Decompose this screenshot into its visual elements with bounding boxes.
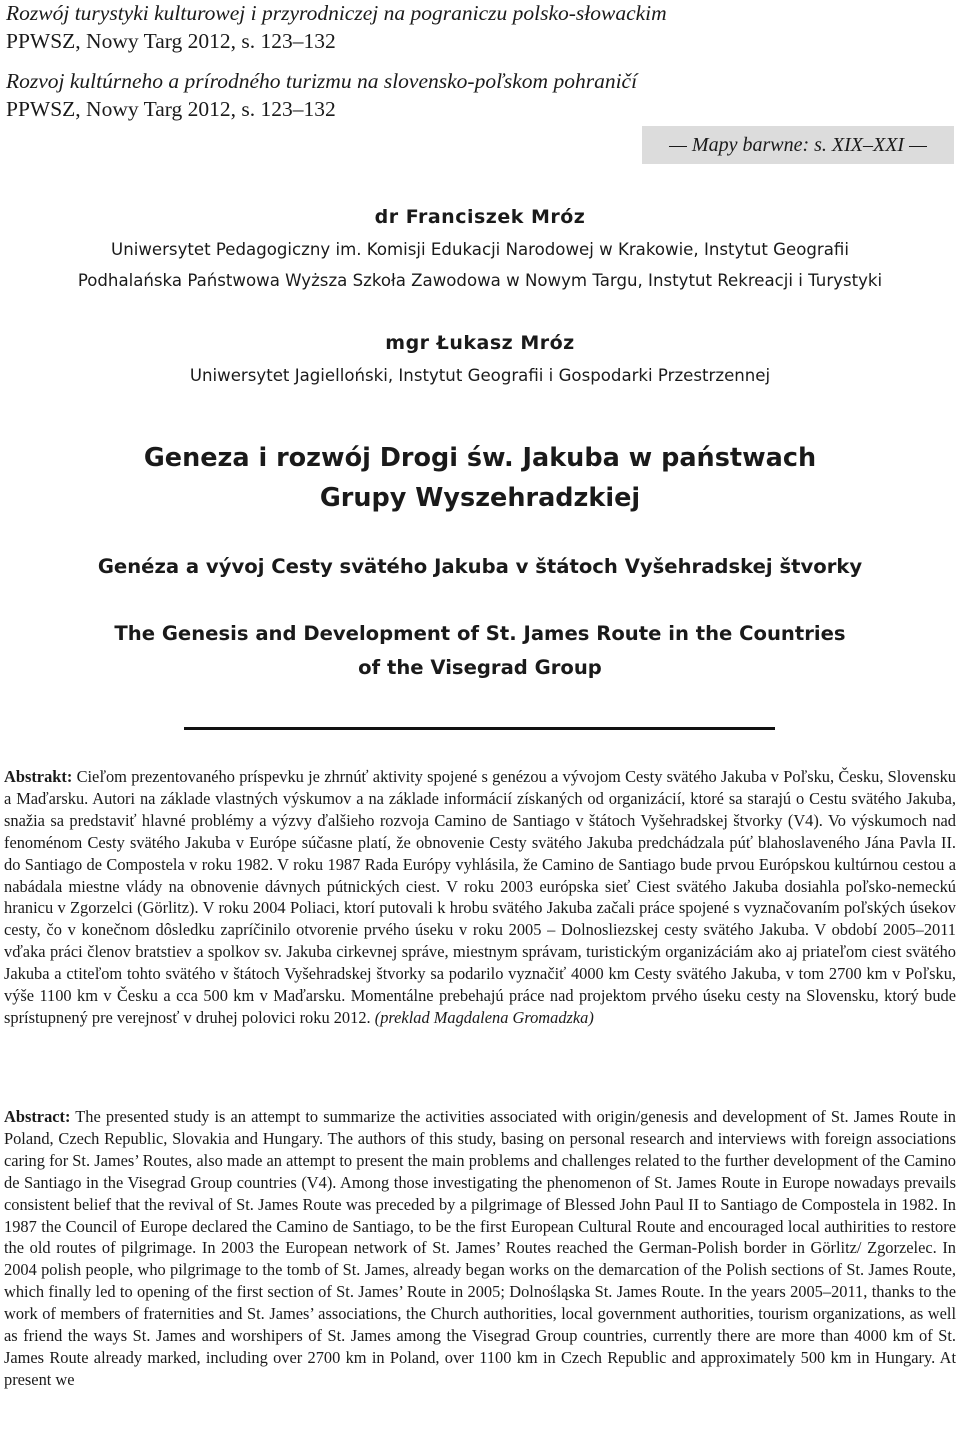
author-affiliation: Uniwersytet Pedagogiczny im. Komisji Edukacji Narodowej w Krakowie, Instytut Geografii	[111, 240, 849, 259]
color-maps-note: — Mapy barwne: s. XIX–XXI —	[642, 126, 954, 164]
article-title-en: of the Visegrad Group	[358, 656, 602, 679]
article-title: Grupy Wyszehradzkiej	[319, 483, 641, 513]
abstract-sk-label: Abstrakt:	[4, 767, 73, 786]
author-affiliation: Podhalańska Państwowa Wyższa Szkoła Zawodowa w Nowym Targu, Instytut Rekreacji i Turystyki	[77, 271, 883, 290]
abstract-sk	[4, 766, 956, 1029]
author-name: mgr Łukasz Mróz	[385, 332, 575, 354]
title-divider	[184, 727, 775, 730]
abstract-en-label: Abstract:	[4, 1107, 71, 1126]
article-title-en: The Genesis and Development of St. James Route in the Countries	[114, 622, 846, 645]
publication-info: PPWSZ, Nowy Targ 2012, s. 123–132	[6, 29, 336, 53]
series-title-sk: Rozvoj kultúrneho a prírodného turizmu na slovensko-poľskom pohraničí	[6, 69, 638, 93]
abstract-sk-translator: (preklad Magdalena Gromadzka)	[374, 1007, 594, 1027]
abstract-sk-text: Cieľom prezentovaného príspevku je zhrnúť aktivity spojené s genézou a vývojom Cesty svätého Jakuba v Poľsku, Česku, Slovensku a Maďarsku. Autori na základe vlastných výskumov a na základe informácií získaných od organizácií, ktoré sa starajú o Cestu svätého Jakuba, snažia sa predstaviť hlavné problémy a výzvy ďalšieho rozvoja Camino de Santiago v štátoch Vyšehradskej štvorky (V4). Vo výskumoch nad fenoménom Cesty svätého Jakuba v Európe súčasne platí, že obnovenie Cesty svätého Jakuba predchádzala púť blahoslaveného Jána Pavla II. do Santiago de Compostela v roku 1982. V roku 1987 Rada Európy vyhlásila, že Camino de Santiago bude prvou Európskou kultúrnou cestou a nabádala miestne vlády na obnovenie dávnych pútnických ciest. V roku 2003 európska sieť Ciest svätého Jakuba dosiahla poľsko-nemeckú hranicu v Zgorzelci (Görlitz). V roku 2004 Poliaci, ktorí putovali k hrobu svätého Jakuba začali práce spojené s vyznačovaním poľských úsekov cesty, čo v konečnom dôsledku zapríčinilo otvorenie prvého úseku v roku 2005 – Dolnosliezskej cesty svätého Jakuba. V období 2005–2011 vďaka práci členov bratstiev a spolkov sv. Jakuba cirkevnej správe, miestnym správam, turistickým organizáciám ako aj priateľom ciest svätého Jakuba a ctiteľom tohto svätého v štátoch Vyšehradskej štvorky sa podarilo vyznačiť 4000 km Cesty svätého Jakuba, v tom 2700 km v Poľsku, výše 1100 km v Česku a cca 500 km v Maďarsku. Momentálne prebehajú práce nad projektom prvého úseku cesty na Slovensku, ktorý bude sprístupnený pre verejnosť v druhej polovici roku 2012.	[4, 767, 956, 1027]
article-title: Geneza i rozwój Drogi św. Jakuba w państwach	[143, 443, 817, 473]
abstract-en	[4, 1106, 956, 1391]
author-name: dr Franciszek Mróz	[374, 206, 586, 228]
publication-info-sk: PPWSZ, Nowy Targ 2012, s. 123–132	[6, 97, 336, 121]
abstract-en-text: The presented study is an attempt to summarize the activities associated with origin/genesis and development of St. James Route in Poland, Czech Republic, Slovakia and Hungary. The authors of this study, basing on personal research and interviews with foreign associations caring for St. James’ Routes, also made an attempt to present the main problems and challenges related to the further development of the Camino de Santiago in the Visegrad Group countries (V4). Among those investigating the phenomenon of St. James Route in Europe nowadays prevails consistent belief that the revival of St. James Route was preceded by a pilgrimage of Blessed John Paul II to Santiago de Compostela in 1982. In 1987 the Council of Europe declared the Camino de Santiago, to be the first European Cultural Route and encouraged local authirities to restore the old routes of pilgrimage. In 2003 the European network of St. James’ Routes reached the German-Polish border in Görlitz/ Zgorzelec. In 2004 polish people, who pilgrimage to the tomb of St. James, already began works on the demarcation of the Polish sections of St. James Route, which finally led to opening of the first section of St. James’ Route in 2005; Dolnośląska St. James Route. In the years 2005–2011, thanks to the work of members of fraternities and St. James’ associations, the Church authorities, local government authorities, tourism organizations, as well as friend the ways St. James and worshipers of St. James among the Visegrad Group countries, currently there are more than 4000 km of St. James Route already marked, including over 2700 km in Poland, over 1100 km in Czech Republic and approximately 500 km in Hungary. At present we	[4, 1107, 956, 1389]
series-title: Rozwój turystyki kulturowej i przyrodniczej na pograniczu polsko-słowackim	[6, 1, 667, 25]
author-affiliation: Uniwersytet Jagielloński, Instytut Geografii i Gospodarki Przestrzennej	[189, 366, 771, 385]
article-title-sk: Genéza a vývoj Cesty svätého Jakuba v štátoch Vyšehradskej štvorky	[97, 555, 863, 578]
